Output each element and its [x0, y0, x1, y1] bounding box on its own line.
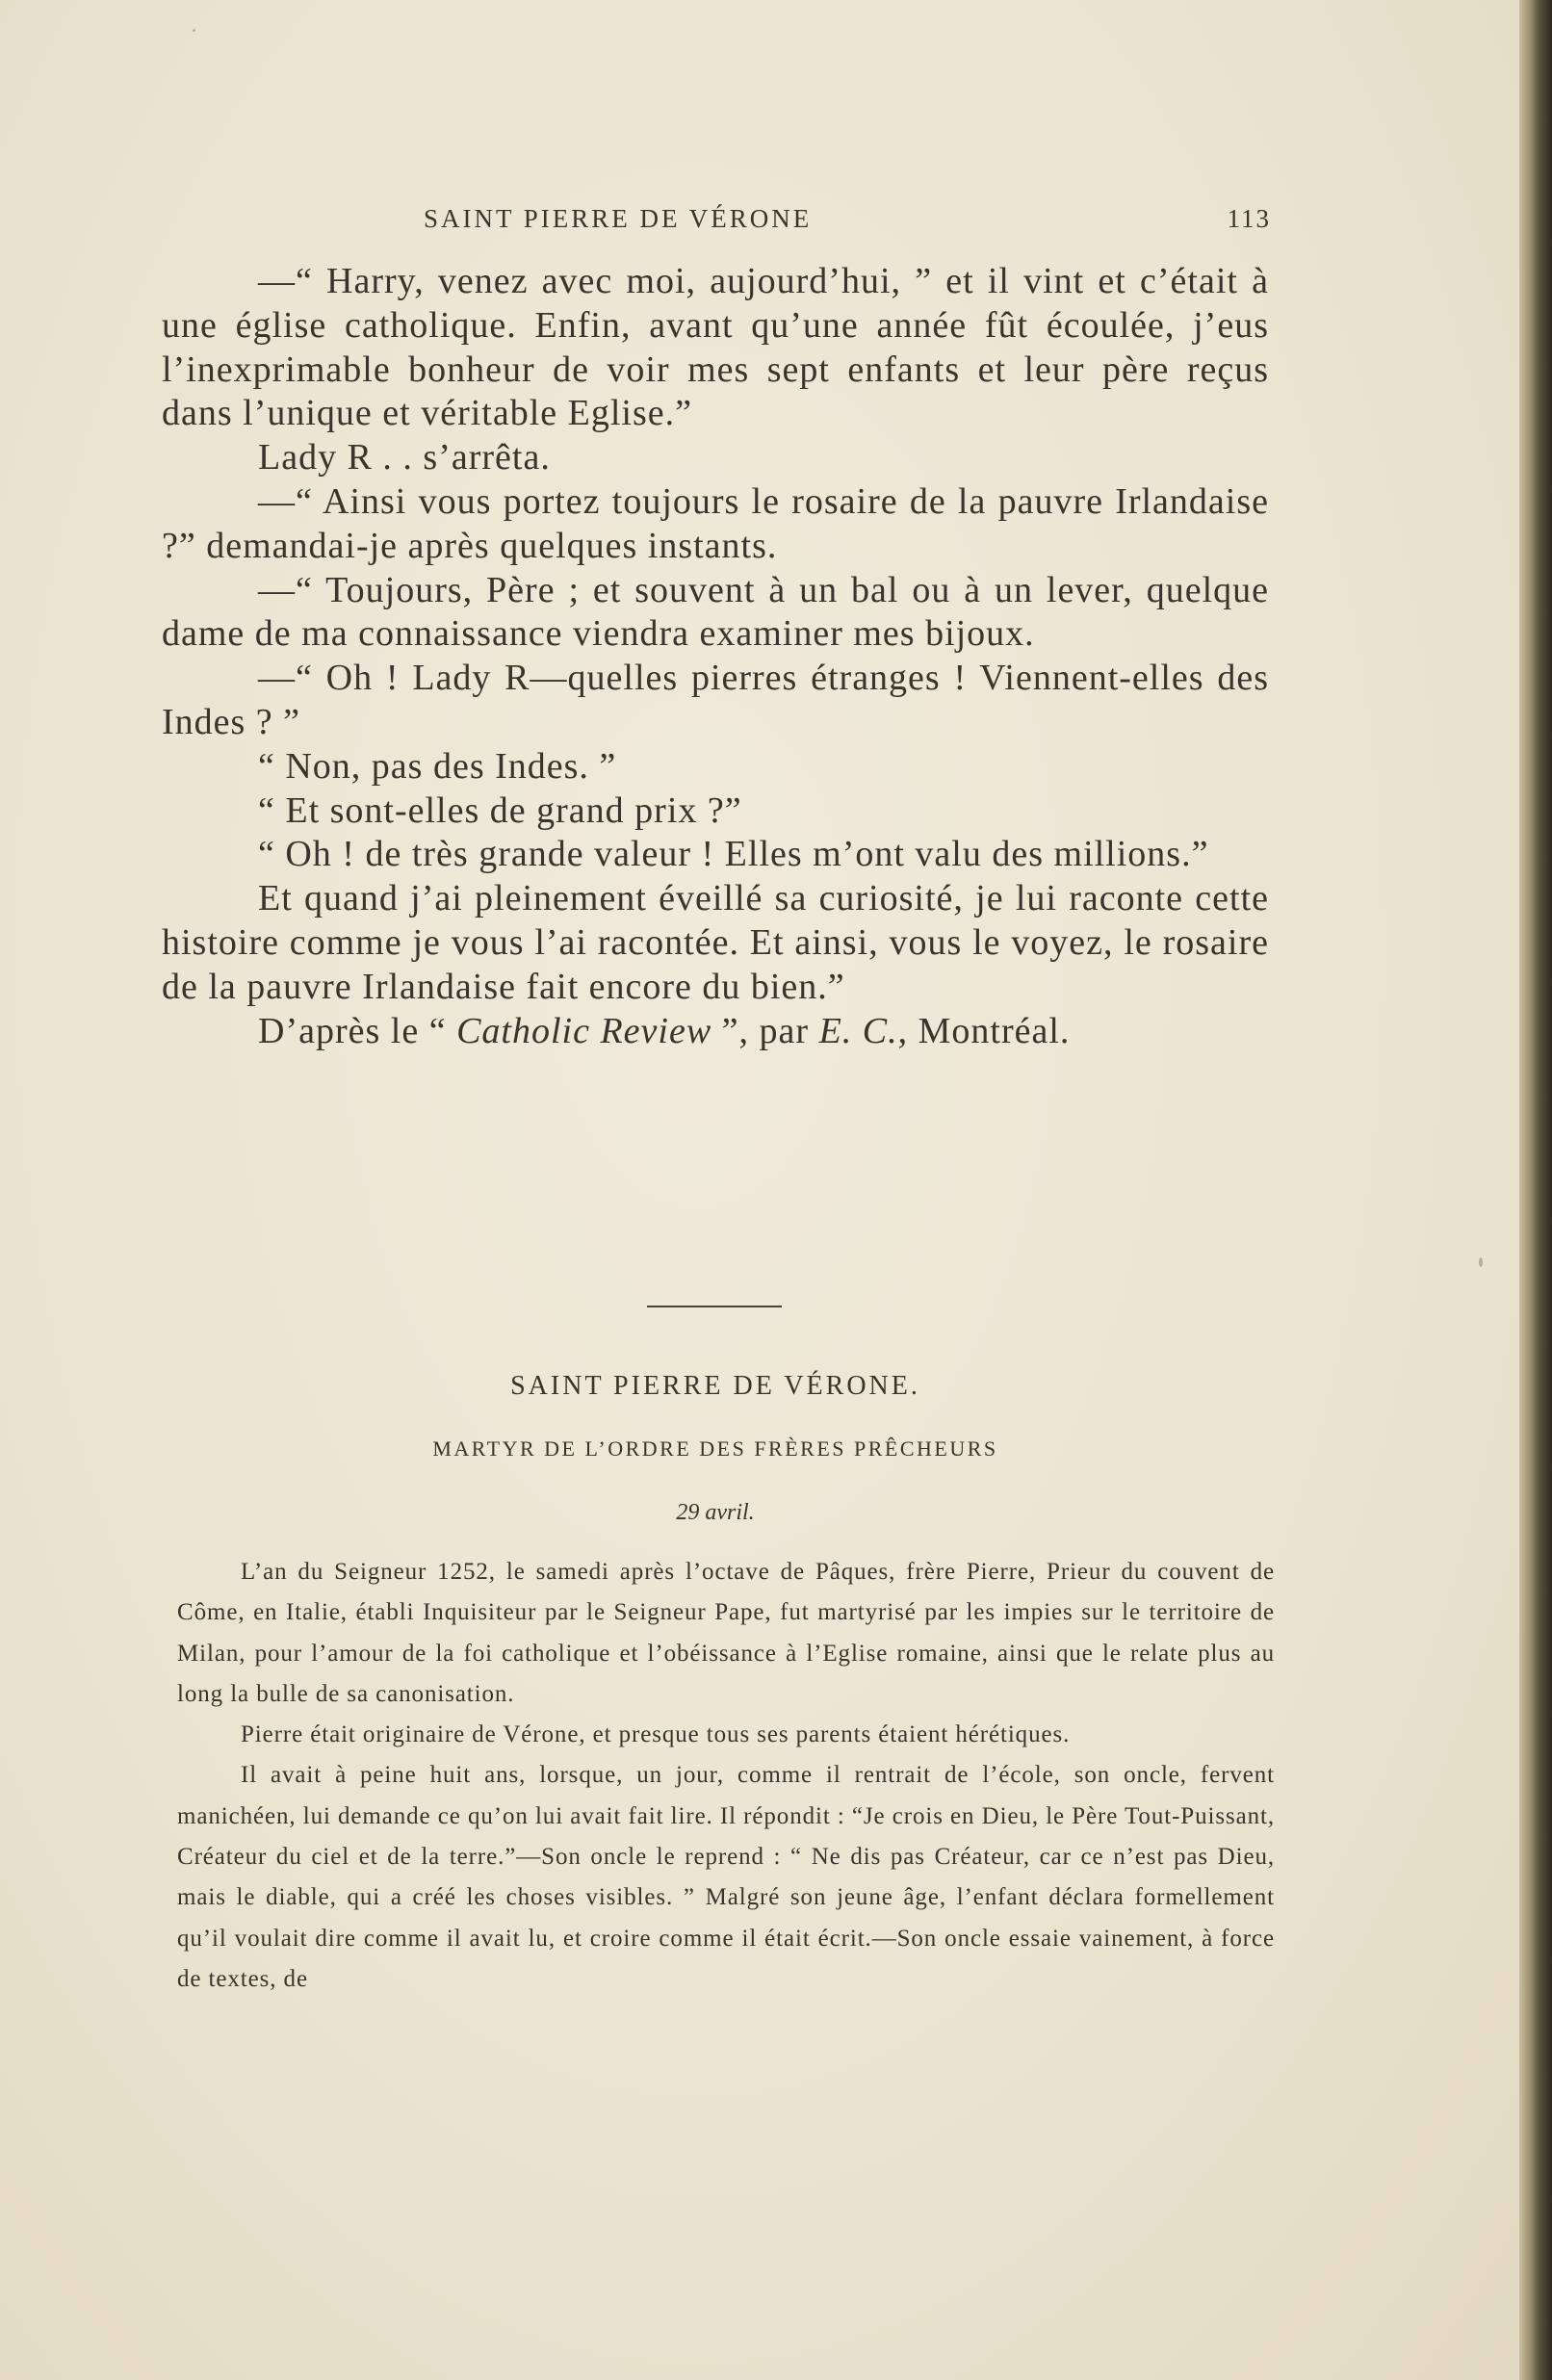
- book-spine-edge: [1519, 0, 1552, 2380]
- section-divider: [647, 1306, 782, 1307]
- story-paragraph: “ Oh ! de très grande valeur ! Elles m’ont valu des millions.”: [258, 834, 1209, 875]
- running-header: [424, 204, 1271, 243]
- story-paragraph: —“ Toujours, Père ; et souvent à un bal ou à un lever, quelque dame de ma connaissance viendra examiner mes bijoux.: [162, 569, 1269, 655]
- attribution-middle: ”, par: [711, 1010, 819, 1051]
- section-title: SAINT PIERRE DE VÉRONE.: [510, 1371, 920, 1401]
- section-subtitle: MARTYR DE L’ORDRE DES FRÈRES PRÊCHEURS: [432, 1436, 998, 1461]
- story-paragraph: —“ Oh ! Lady R—quelles pierres étranges ! Viennent-elles des Indes ? ”: [162, 658, 1269, 742]
- life-paragraph: L’an du Seigneur 1252, le samedi après l’octave de Pâques, frère Pierre, Prieur du couvent de Côme, en Italie, établi Inquisiteur par le Seigneur Pape, fut martyrisé par les impies sur le territoire de Milan, pour l’amour de la foi catholique et l’obéissance à l’Eglise romaine, ainsi que le relate plus au long la bulle de sa canonisation.: [177, 1559, 1275, 1707]
- attribution-source-title: Catholic Review: [456, 1010, 712, 1051]
- story-paragraph: Lady R . . s’arrêta.: [258, 437, 551, 479]
- life-text: [177, 1552, 1275, 2000]
- running-title: SAINT PIERRE DE VÉRONE: [424, 204, 813, 233]
- attribution-author: E. C.: [818, 1010, 898, 1051]
- attribution-line: [162, 1010, 1269, 1054]
- feast-date: 29 avril.: [676, 1500, 755, 1525]
- story-paragraph: “ Et sont-elles de grand prix ?”: [258, 789, 742, 831]
- attribution-prefix: D’après le “: [258, 1010, 457, 1051]
- life-paragraph: Il avait à peine huit ans, lorsque, un jour, comme il rentrait de l’école, son oncle, fervent manichéen, lui demande ce qu’on lui avait fait lire. Il répondit : “Je crois en Dieu, le Père Tout-Puissant, Créateur du ciel et de la terre.”—Son oncle le reprend : “ Ne dis pas Créateur, car ce n’est pas Dieu, mais le diable, qui a créé les choses visibles. ” Malgré son jeune âge, l’enfant déclara formellement qu’il voulait dire comme il avait lu, et croire comme il était écrit.—Son oncle essaie vainement, à force de textes, de: [177, 1762, 1275, 1992]
- page-number: 113: [1227, 204, 1271, 233]
- story-paragraph: Et quand j’ai pleinement éveillé sa curiosité, je lui raconte cette histoire comme je vous l’ai racontée. Et ainsi, vous le voyez, le rosaire de la pauvre Irlandaise fait encore du bien.”: [162, 878, 1269, 1007]
- paper-speck: [1479, 1257, 1483, 1267]
- story-text: [162, 260, 1269, 1053]
- story-paragraph: —“ Ainsi vous portez toujours le rosaire de la pauvre Irlandaise ?” demandai-je après quelques instants.: [162, 480, 1269, 566]
- attribution-suffix: , Montréal.: [897, 1010, 1071, 1051]
- story-paragraph: “ Non, pas des Indes. ”: [258, 745, 617, 787]
- story-paragraph: —“ Harry, venez avec moi, aujourd’hui, ” et il vint et c’était à une église catholique. Enfin, avant qu’une année fût écoulée, j’eus l’inexprimable bonheur de voir mes sept enfants et leur père reçus dans l’unique et véritable Eglise.”: [162, 261, 1269, 434]
- paper-speck: [193, 29, 195, 32]
- life-paragraph: Pierre était originaire de Vérone, et presque tous ses parents étaient hérétiques.: [241, 1721, 1071, 1748]
